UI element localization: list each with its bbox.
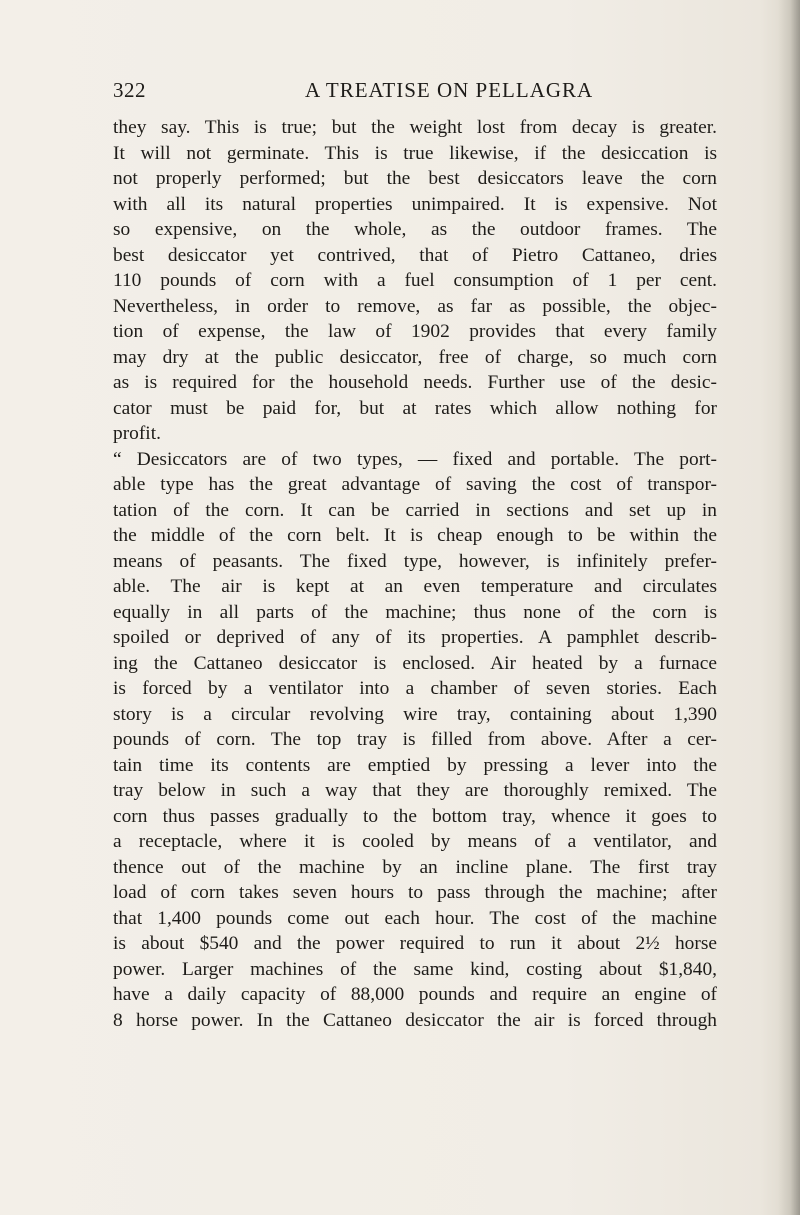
page-edge-shadow: [778, 0, 800, 1215]
text-line: able. The air is kept at an even temperature and circulates: [113, 576, 717, 597]
text-line: story is a circular revolving wire tray, containing about 1,390: [113, 703, 717, 725]
text-line: profit.: [113, 423, 161, 444]
running-head: A TREATISE ON PELLAGRA: [305, 78, 594, 102]
text-line: tray below in such a way that they are thoroughly remixed. The: [113, 780, 717, 801]
text-line: It will not germinate. This is true likewise, if the desiccation is: [113, 142, 717, 164]
text-line: have a daily capacity of 88,000 pounds and require an engine of: [113, 984, 717, 1005]
text-line: ing the Cattaneo desiccator is enclosed. Air heated by a furnace: [113, 652, 717, 674]
text-line: means of peasants. The fixed type, however, is infinitely prefer-: [113, 550, 717, 572]
text-line: may dry at the public desiccator, free of charge, so much corn: [113, 346, 717, 368]
text-line: load of corn takes seven hours to pass through the machine; after: [113, 882, 717, 903]
text-line: able type has the great advantage of saving the cost of transpor-: [113, 474, 717, 495]
text-line: with all its natural properties unimpaired. It is expensive. Not: [113, 193, 717, 215]
text-line: that 1,400 pounds come out each hour. The cost of the machine: [113, 907, 717, 929]
text-line: as is required for the household needs. Further use of the desic-: [113, 372, 717, 393]
text-line: a receptacle, where it is cooled by means of a ventilator, and: [113, 831, 717, 852]
text-line: Nevertheless, in order to remove, as far as possible, the objec-: [113, 295, 717, 317]
text-line: corn thus passes gradually to the bottom tray, whence it goes to: [113, 805, 717, 827]
text-line: equally in all parts of the machine; thus none of the corn is: [113, 601, 717, 623]
text-line: tation of the corn. It can be carried in sections and set up in: [113, 499, 717, 521]
text-line: pounds of corn. The top tray is filled from above. After a cer-: [113, 729, 717, 750]
text-line: tion of expense, the law of 1902 provides that every family: [113, 321, 717, 342]
text-line: best desiccator yet contrived, that of Pietro Cattaneo, dries: [113, 244, 717, 266]
text-line: thence out of the machine by an incline plane. The first tray: [113, 856, 717, 878]
text-line: “ Desiccators are of two types, — fixed and portable. The port-: [113, 448, 717, 470]
text-line: 8 horse power. In the Cattaneo desiccator the air is forced through: [113, 1009, 717, 1031]
text-line: the middle of the corn belt. It is cheap enough to be within the: [113, 525, 717, 546]
text-line: so expensive, on the whole, as the outdoor frames. The: [113, 219, 717, 240]
text-line: tain time its contents are emptied by pressing a lever into the: [113, 754, 717, 776]
text-line: spoiled or deprived of any of its properties. A pamphlet describ-: [113, 627, 717, 648]
text-line: is forced by a ventilator into a chamber of seven stories. Each: [113, 678, 717, 699]
page-number: 322: [113, 78, 146, 102]
text-line: power. Larger machines of the same kind, costing about $1,840,: [113, 958, 717, 980]
text-line: is about $540 and the power required to run it about 2½ horse: [113, 933, 717, 954]
text-line: not properly performed; but the best desiccators leave the corn: [113, 168, 717, 189]
page-header: [113, 78, 713, 104]
body-text: [113, 115, 717, 1033]
text-line: 110 pounds of corn with a fuel consumption of 1 per cent.: [113, 270, 717, 291]
text-line: they say. This is true; but the weight lost from decay is greater.: [113, 117, 717, 138]
text-line: cator must be paid for, but at rates which allow nothing for: [113, 397, 717, 419]
